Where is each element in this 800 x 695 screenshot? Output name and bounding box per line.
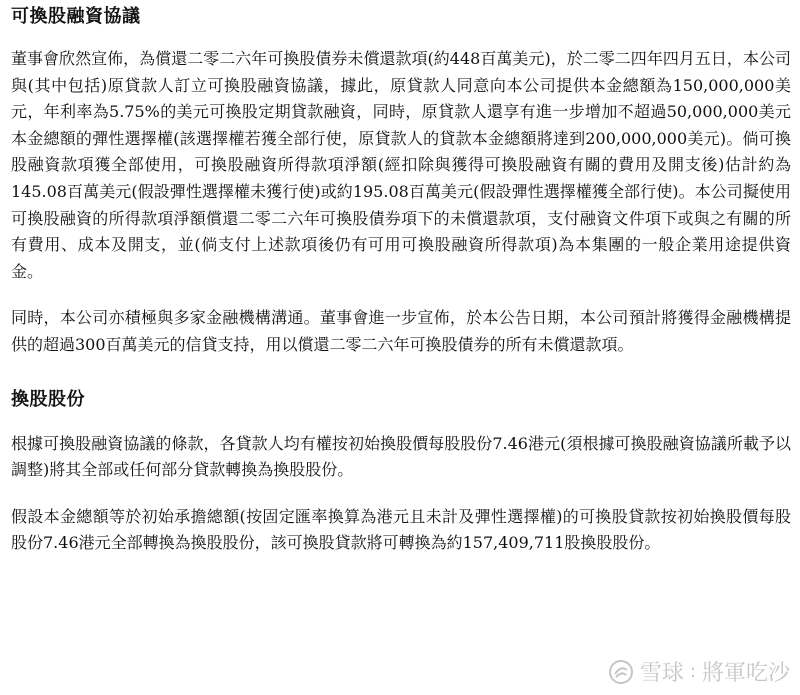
watermark-brand: 雪球: [639, 661, 684, 686]
section-heading-convertible-financing: 可換股融資協議: [11, 6, 141, 27]
paragraph-conversion-shares-count: 假設本金總額等於初始承擔總額(按固定匯率換算為港元且未計及彈性選擇權)的可換股貸款按初始換股價每股股份7.46港元全部轉換為換股股份，該可換股貸款將可轉換為約157,409,711股換股股份。: [11, 506, 791, 553]
announcement-document: [11, 0, 791, 557]
watermark-author: 將軍吃沙: [701, 661, 790, 686]
snowball-logo-icon: [608, 659, 634, 685]
paragraph-credit-support: 同時，本公司亦積極與多家金融機構溝通。董事會進一步宣佈，於本公告日期，本公司預計將獲得金融機構提供的超過300百萬美元的信貸支持，用以償還二零二六年可換股債券的所有未償還款項。: [11, 308, 791, 354]
watermark-separator: :: [689, 661, 696, 682]
section-heading-conversion-shares: 換股股份: [11, 388, 85, 410]
paragraph-conversion-right: 根據可換股融資協議的條款，各貸款人均有權按初始換股價每股股份7.46港元(須根據可換股融資協議所載予以調整)將其全部或任何部分貸款轉換為換股股份。: [11, 433, 791, 480]
paragraph-financing-agreement: 董事會欣然宣佈，為償還二零二六年可換股債券未償還款項(約448百萬美元)，於二零二四年四月五日，本公司與(其中包括)原貸款人訂立可換股融資協議，據此，原貸款人同意向本公司提供本金總額為150,000,000美元，年利率為5.75%的美元可換股定期貸款融資，同時，原貸款人還享有進一步增加不超過50,000,000美元本金總額的彈性選擇權(該選擇權若獲全部行使，原貸款人的貸款本金總額將達到200,000,000美元)。倘可換股融資款項獲全部使用，可換股融資所得款項淨額(經扣除與獲得可換股融資有關的費用及開支後)估計約為145.08百萬美元(假設彈性選擇權未獲行使)或約195.08百萬美元(假設彈性選擇權獲全部行使)。本公司擬使用可換股融資的所得款項淨額償還二零二六年可換股債券項下的未償還款項，支付融資文件項下或與之有關的所有費用、成本及開支，並(倘支付上述款項後仍有可用可換股融資所得款項)為本集團的一般企業用途提供資金。: [11, 49, 791, 281]
snowball-watermark: [608, 656, 790, 687]
